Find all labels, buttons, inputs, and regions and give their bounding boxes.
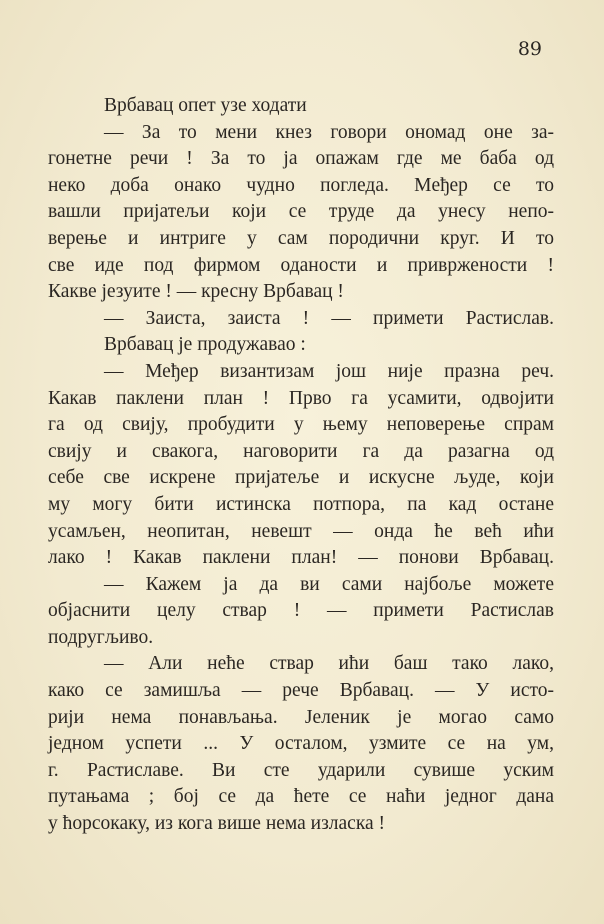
text-line: — Кажем ја да ви сами најбоље можете xyxy=(104,573,554,595)
text-line: лако ! Какав паклени план! — понови Врбавац. xyxy=(48,547,554,569)
text-line: подругљиво. xyxy=(48,626,154,648)
text-line: — Међер византизам још није празна реч. xyxy=(104,360,554,382)
text-line: свију и свакога, наговорити га да разагна од xyxy=(48,440,554,462)
text-line: једном успети ... У осталом, узмите се на ум, xyxy=(48,733,554,755)
text-line: Какав паклени план ! Прво га усамити, одвојити xyxy=(48,387,554,409)
text-line: себе све искрене пријатеље и искусне људе, који xyxy=(48,467,554,489)
text-line: рији нема понављања. Јеленик је могао само xyxy=(48,706,554,728)
text-line: верење и интриге у сам породични круг. И то xyxy=(48,227,554,249)
text-line: гонетне речи ! За то ја опажам где ме баба од xyxy=(48,148,554,170)
text-line: неко доба онако чудно погледа. Мeђер се то xyxy=(48,174,554,196)
body-text xyxy=(48,93,554,838)
text-line: усамљен, неопитан, невешт — онда ће већ ићи xyxy=(48,520,554,542)
text-line: г. Растиславе. Ви сте ударили сувише уским xyxy=(48,759,554,781)
text-line: Врбавац је продужавао : xyxy=(104,334,306,356)
text-line: му могу бити истинска потпора, па кад остане xyxy=(48,493,554,515)
text-line: како се замишља — рече Врбавац. — У исто- xyxy=(48,680,554,702)
text-line: га од свију, пробудити у њему неповерење спрам xyxy=(48,414,554,436)
text-line: у ћорсокаку, из кога више нема изласка ! xyxy=(48,813,386,835)
text-line: — За то мени кнез говори ономад оне за- xyxy=(104,121,554,143)
text-line: Какве језуите ! — кресну Врбавац ! xyxy=(48,281,344,303)
text-line: путањама ; бој се да ћете се наћи једног дана xyxy=(48,786,554,808)
text-line: — Али неће ствар ићи баш тако лако, xyxy=(104,653,554,675)
text-line: све иде под фирмом оданости и привржености ! xyxy=(48,254,554,276)
text-line: Врбавац опет узе ходати xyxy=(104,95,307,116)
page-number: 89 xyxy=(517,38,542,60)
text-line: — Заиста, заиста ! — примети Растислав. xyxy=(104,307,554,329)
text-line: објаснити целу ствар ! — примети Растислав xyxy=(48,600,554,622)
text-line: вашли пријатељи који се труде да унесу непо- xyxy=(48,201,554,223)
